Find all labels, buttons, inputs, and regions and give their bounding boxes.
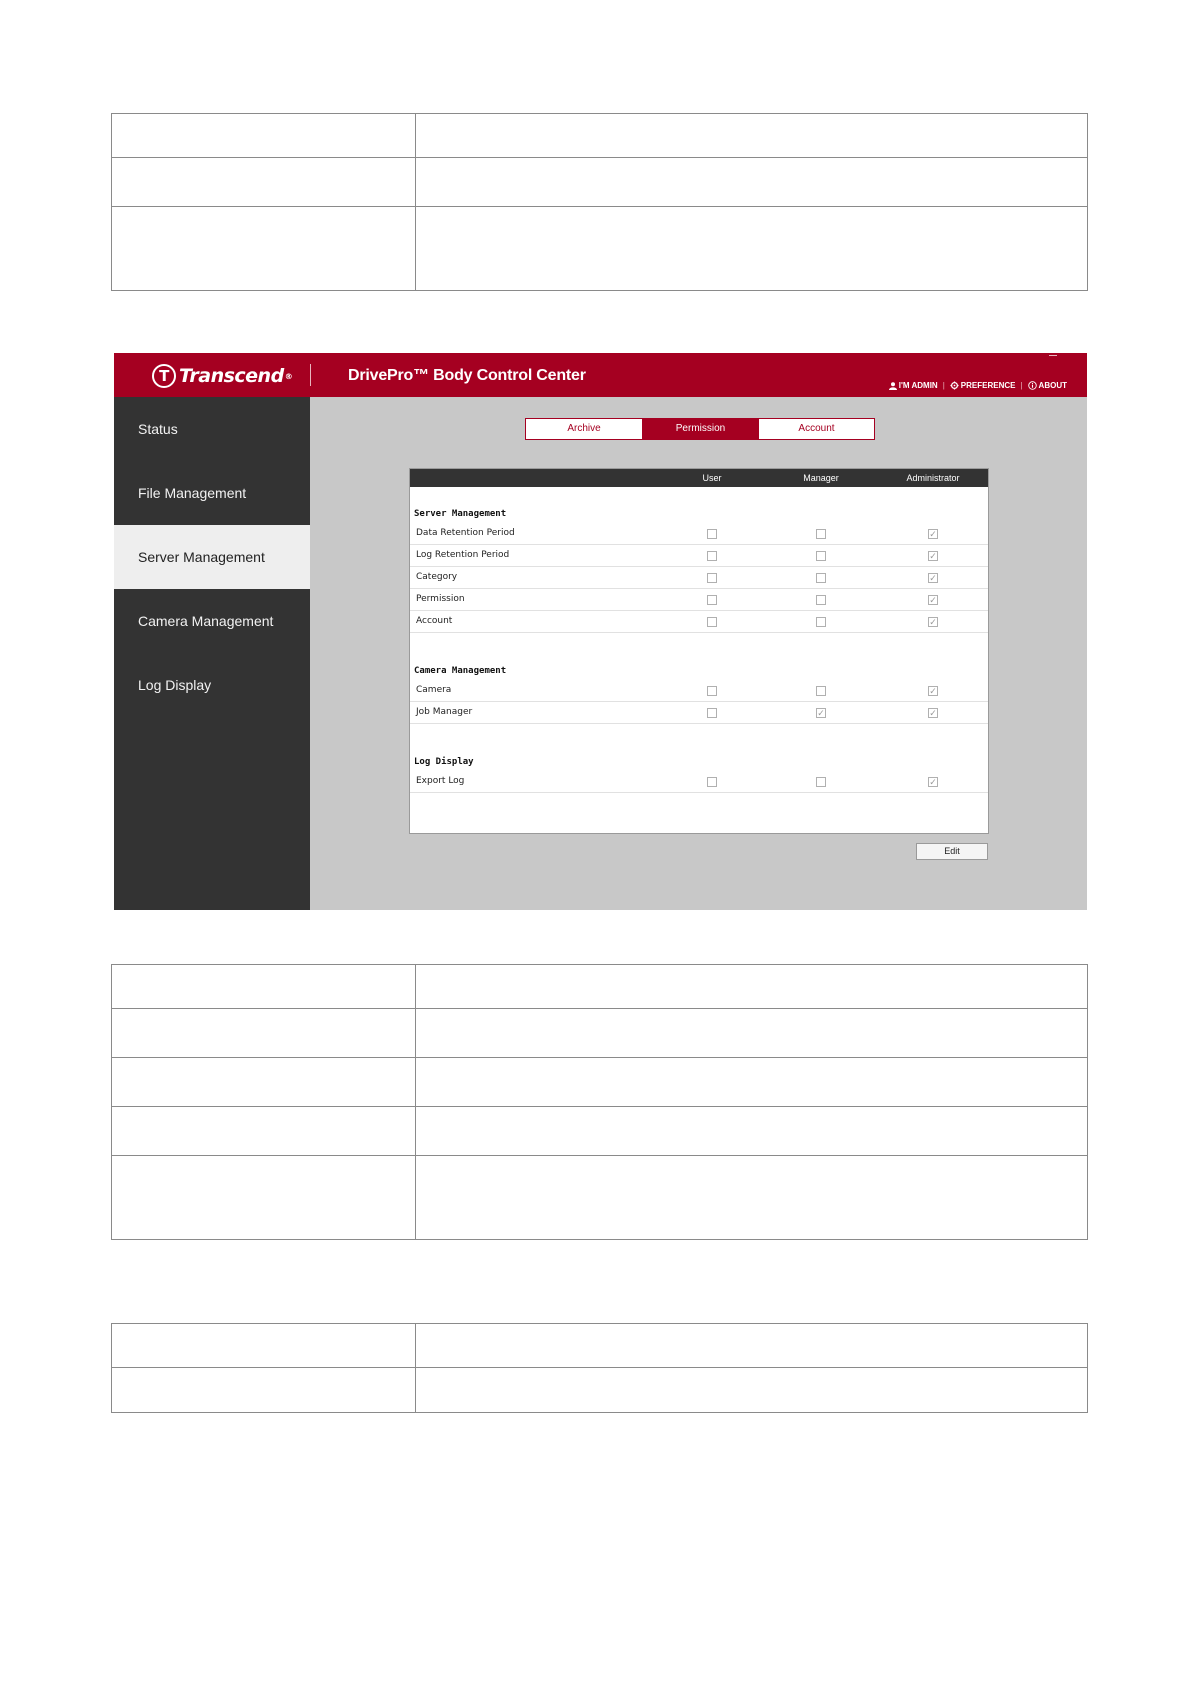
- link-divider: |: [942, 381, 945, 390]
- sidebar-item-file-management[interactable]: [114, 461, 310, 525]
- permission-row: [410, 702, 988, 724]
- manager-checkbox[interactable]: [816, 617, 826, 627]
- administrator-checkbox[interactable]: ✓: [929, 573, 937, 583]
- user-checkbox[interactable]: [707, 551, 717, 561]
- user-checkbox[interactable]: [707, 686, 717, 696]
- sidebar-item-status[interactable]: [114, 397, 310, 461]
- user-checkbox[interactable]: [707, 529, 717, 539]
- administrator-checkbox[interactable]: ✓: [929, 686, 937, 696]
- user-icon: [889, 382, 897, 390]
- gear-icon: [950, 381, 959, 390]
- permission-row: [410, 680, 988, 702]
- manager-checkbox[interactable]: [816, 777, 826, 787]
- tab-account[interactable]: Account: [758, 419, 874, 439]
- permission-row: [410, 611, 988, 633]
- sidebar-item-camera-management[interactable]: [114, 589, 310, 653]
- link-divider: |: [1020, 381, 1023, 390]
- permission-label: Job Manager: [416, 707, 473, 717]
- app-screenshot: [114, 353, 1087, 910]
- user-checkbox[interactable]: [707, 595, 717, 605]
- header-divider: [310, 364, 311, 386]
- sidebar-item-label: Camera Management: [138, 613, 274, 629]
- permission-row: [410, 545, 988, 567]
- manager-checkbox[interactable]: ✓: [817, 708, 825, 718]
- admin-link[interactable]: [889, 381, 938, 390]
- manager-checkbox[interactable]: [816, 573, 826, 583]
- column-header-administrator: Administrator: [906, 473, 960, 483]
- permission-label: Category: [416, 572, 458, 582]
- permission-row: [410, 771, 988, 793]
- preference-link-label: PREFERENCE: [960, 381, 1016, 390]
- sidebar-item-server-management[interactable]: [114, 525, 310, 589]
- doc-table-1: [111, 113, 1088, 291]
- sidebar-item-label: Status: [138, 421, 178, 437]
- doc-table-2: [111, 964, 1088, 1240]
- tab-permission[interactable]: Permission: [642, 419, 758, 439]
- permission-table: [409, 468, 989, 834]
- user-checkbox[interactable]: [707, 573, 717, 583]
- sidebar-item-label: Server Management: [138, 549, 265, 565]
- permission-row: [410, 523, 988, 545]
- doc-table-3: [111, 1323, 1088, 1413]
- permission-row: [410, 589, 988, 611]
- sidebar: [114, 397, 310, 910]
- permission-label: Camera: [416, 685, 452, 695]
- manager-checkbox[interactable]: [816, 551, 826, 561]
- brand-logo: [152, 363, 292, 389]
- user-checkbox[interactable]: [707, 617, 717, 627]
- administrator-checkbox[interactable]: ✓: [929, 617, 937, 627]
- brand-name: Transcend: [179, 365, 284, 387]
- permission-label: Log Retention Period: [416, 550, 510, 560]
- manager-checkbox[interactable]: [816, 595, 826, 605]
- tab-bar: [525, 418, 875, 440]
- about-link[interactable]: [1028, 381, 1067, 390]
- about-link-label: ABOUT: [1038, 381, 1067, 390]
- admin-link-label: I'M ADMIN: [898, 381, 938, 390]
- tab-archive[interactable]: Archive: [567, 423, 601, 434]
- section-title-server-management: Server Management: [414, 509, 507, 519]
- administrator-checkbox[interactable]: ✓: [929, 529, 937, 539]
- preference-link[interactable]: [950, 381, 1016, 390]
- administrator-checkbox[interactable]: ✓: [929, 708, 937, 718]
- header-links: [889, 381, 1067, 390]
- column-header-manager: Manager: [803, 473, 839, 483]
- permission-label: Data Retention Period: [416, 528, 515, 538]
- sidebar-item-label: Log Display: [138, 677, 212, 693]
- info-icon: [1028, 381, 1037, 390]
- section-title-log-display: Log Display: [414, 757, 474, 767]
- permission-label: Account: [416, 616, 453, 626]
- permission-table-header: [410, 469, 988, 487]
- manager-checkbox[interactable]: [816, 686, 826, 696]
- administrator-checkbox[interactable]: ✓: [929, 551, 937, 561]
- permission-label: Export Log: [416, 776, 465, 786]
- minimize-icon[interactable]: [1049, 355, 1057, 356]
- app-header: [114, 353, 1087, 397]
- administrator-checkbox[interactable]: ✓: [929, 595, 937, 605]
- permission-label: Permission: [416, 594, 465, 604]
- administrator-checkbox[interactable]: ✓: [929, 777, 937, 787]
- app-title: DrivePro™ Body Control Center: [348, 367, 586, 384]
- edit-button[interactable]: Edit: [916, 843, 988, 860]
- transcend-logo-icon: T: [152, 364, 176, 388]
- permission-row: [410, 567, 988, 589]
- sidebar-item-log-display[interactable]: [114, 653, 310, 717]
- section-title-camera-management: Camera Management: [414, 666, 507, 676]
- manager-checkbox[interactable]: [816, 529, 826, 539]
- user-checkbox[interactable]: [707, 708, 717, 718]
- column-header-user: User: [702, 473, 722, 483]
- sidebar-item-label: File Management: [138, 485, 247, 501]
- brand-registered-mark: ®: [284, 371, 293, 381]
- user-checkbox[interactable]: [707, 777, 717, 787]
